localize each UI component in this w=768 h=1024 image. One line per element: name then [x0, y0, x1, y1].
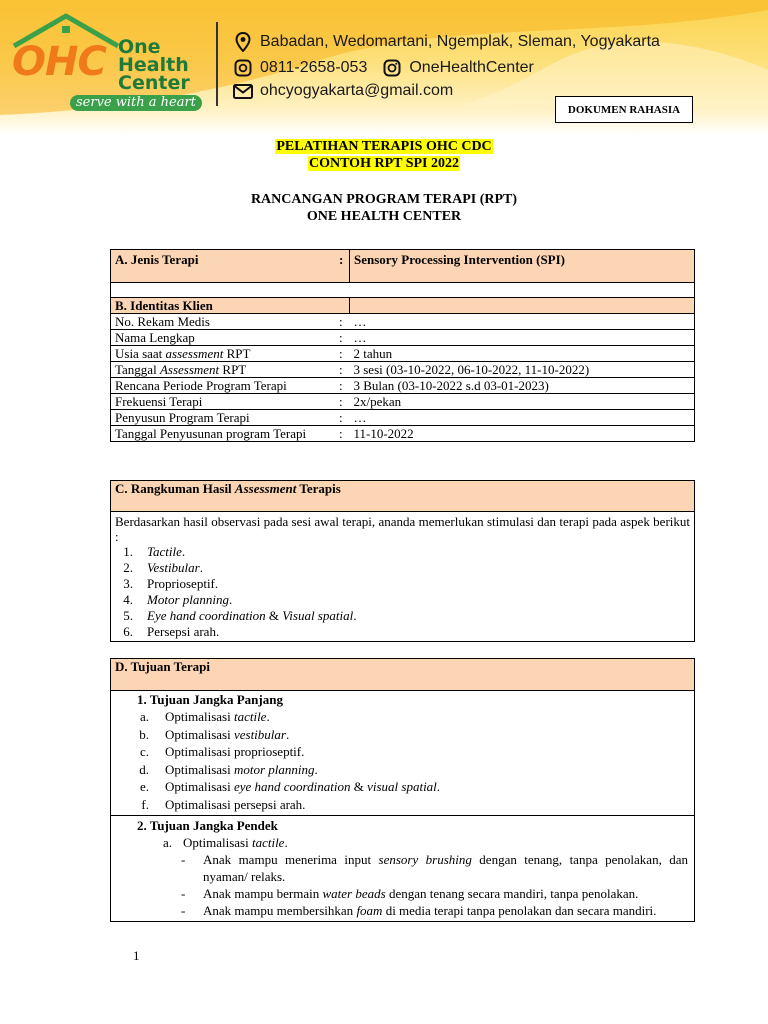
short-term-goal-heading: 2. Tujuan Jangka Pendek — [137, 818, 278, 833]
section-c-header: C. Rangkuman Hasil Assessment Terapis — [111, 481, 694, 512]
address-text: Babadan, Wedomartani, Ngemplak, Sleman, Yogyakarta — [260, 33, 660, 50]
page-number: 1 — [133, 948, 140, 963]
identity-table — [110, 249, 695, 442]
list-item: d. Optimalisasi motor planning. — [139, 761, 318, 777]
table-row — [111, 330, 695, 346]
row-value: … — [350, 330, 695, 346]
section-d — [110, 658, 695, 922]
row-label: Penyusun Program Terapi — [111, 410, 340, 426]
phone-text: 0811-2658-053 — [260, 59, 368, 76]
row-colon: : — [339, 410, 350, 426]
short-term-goal-list — [111, 851, 694, 921]
row-colon: : — [339, 330, 350, 346]
list-item: 2. Vestibular. — [123, 560, 203, 575]
table-row — [111, 378, 695, 394]
row-label: Rencana Periode Program Terapi — [111, 378, 340, 394]
row-colon: : — [339, 314, 350, 330]
spacer-row — [111, 283, 695, 298]
row-label: Tanggal Penyusunan program Terapi — [111, 426, 340, 442]
list-item: - Anak mampu bermain water beads dengan tenang secara mandiri, tanpa penolakan. — [181, 886, 639, 901]
logo-one-text: One — [118, 36, 161, 58]
table-row — [111, 394, 695, 410]
row-colon: : — [339, 346, 350, 362]
title-line-2: CONTOH RPT SPI 2022 — [308, 156, 459, 171]
confidential-label: DOKUMEN RAHASIA — [555, 96, 693, 123]
row-colon: : — [339, 394, 350, 410]
instagram-icon — [381, 59, 403, 77]
email-text: ohcyogyakarta@gmail.com — [260, 82, 454, 99]
section-b-label: B. Identitas Klien — [111, 298, 340, 314]
section-ab — [110, 249, 695, 442]
list-item: c. Optimalisasi proprioseptif. — [139, 744, 305, 759]
list-item: - Anak mampu membersihkan foam di media terapi tanpa penolakan dan secara mandiri. — [181, 903, 657, 918]
row-value: 11-10-2022 — [350, 426, 695, 442]
list-item: 1. Tactile. — [123, 544, 186, 559]
row-colon: : — [339, 362, 350, 378]
row-value: … — [350, 314, 695, 330]
list-item: 5. Eye hand coordination & Visual spatial. — [123, 608, 357, 623]
short-term-subgoal: a. Optimalisasi tactile. — [163, 835, 288, 850]
title-line-1: PELATIHAN TERAPIS OHC CDC — [276, 139, 492, 154]
list-item: b. Optimalisasi vestibular. — [139, 726, 290, 742]
location-pin-icon — [232, 32, 254, 52]
list-item: 6. Persepsi arah. — [123, 624, 220, 639]
list-item: e. Optimalisasi eye hand coordination & visual spatial. — [139, 779, 441, 794]
table-row — [111, 410, 695, 426]
row-colon: : — [339, 378, 350, 394]
row-label: Frekuensi Terapi — [111, 394, 340, 410]
list-item: - Anak mampu menerima input sensory brushing dengan tenang, tanpa penolakan, dan nyaman/ relaks. — [181, 852, 688, 884]
row-label: Nama Lengkap — [111, 330, 340, 346]
row-value: 3 sesi (03-10-2022, 06-10-2022, 11-10-2022) — [350, 362, 695, 378]
contact-address — [232, 32, 660, 52]
logo-center-text: Center — [118, 72, 190, 94]
row-colon: : — [339, 426, 350, 442]
table-row — [111, 426, 695, 442]
row-value: 2 tahun — [350, 346, 695, 362]
instagram-handle: OneHealthCenter — [409, 59, 534, 76]
contact-email — [232, 82, 453, 100]
section-a-value: Sensory Processing Intervention (SPI) — [350, 250, 695, 283]
section-c — [110, 480, 695, 642]
whatsapp-icon — [232, 59, 254, 77]
title-line-4: ONE HEALTH CENTER — [306, 209, 462, 224]
row-label: Tanggal Assessment RPT — [111, 362, 340, 378]
section-b-header — [111, 298, 695, 314]
title-line-3: RANCANGAN PROGRAM TERAPI (RPT) — [250, 192, 518, 207]
section-d-header: D. Tujuan Terapi — [111, 659, 694, 691]
assessment-list — [111, 544, 694, 641]
section-a-colon: : — [339, 250, 350, 283]
long-term-goal-list — [111, 708, 694, 816]
ohc-logo — [8, 12, 208, 108]
header-divider — [216, 22, 218, 106]
long-term-goal-heading: 1. Tujuan Jangka Panjang — [137, 692, 283, 707]
logo-tagline: serve with a heart — [70, 95, 202, 111]
row-value: 2x/pekan — [350, 394, 695, 410]
list-item: 3. Proprioseptif. — [123, 576, 219, 591]
section-a-label: A. Jenis Terapi — [111, 250, 340, 283]
row-value: … — [350, 410, 695, 426]
logo-ohc-text: OHC — [12, 39, 106, 85]
section-a-row — [111, 250, 695, 283]
mail-icon — [232, 84, 254, 99]
table-row — [111, 362, 695, 378]
row-label: No. Rekam Medis — [111, 314, 340, 330]
row-value: 3 Bulan (03-10-2022 s.d 03-01-2023) — [350, 378, 695, 394]
section-c-intro: Berdasarkan hasil observasi pada sesi awal terapi, ananda memerlukan stimulasi dan terapi pada aspek berikut : — [115, 514, 690, 544]
list-item: f. Optimalisasi persepsi arah. — [141, 796, 306, 812]
row-label: Usia saat assessment RPT — [111, 346, 340, 362]
logo-health-text: Health — [118, 54, 189, 76]
list-item: a. Optimalisasi tactile. — [139, 709, 270, 724]
list-item: 4. Motor planning. — [123, 592, 233, 607]
table-row — [111, 346, 695, 362]
table-row — [111, 314, 695, 330]
contact-phone-instagram — [232, 59, 534, 77]
